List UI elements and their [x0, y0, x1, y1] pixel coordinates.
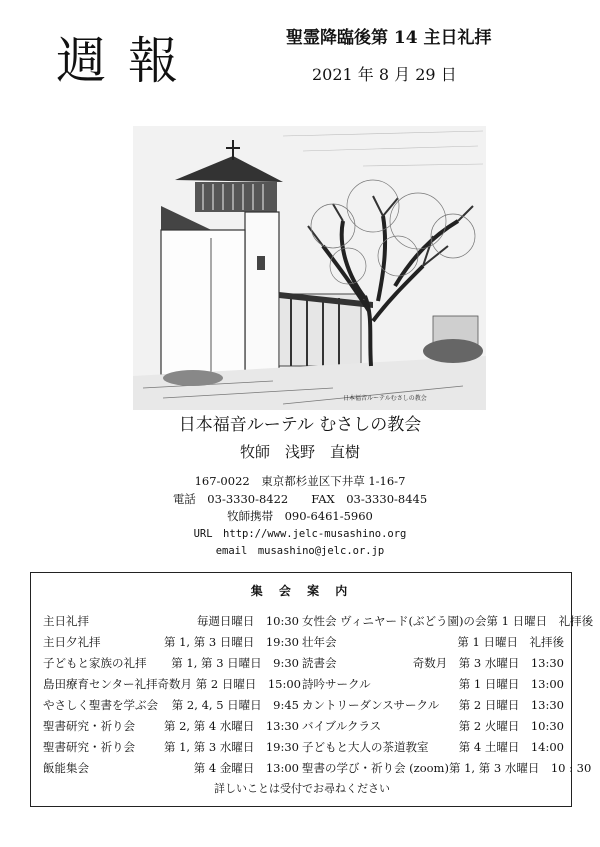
meeting-name: 壮年会 — [302, 635, 337, 650]
list-item — [302, 657, 564, 671]
meeting-time: 第 4 金曜日 13:00 — [193, 761, 299, 776]
meeting-name: 主日夕礼拝 — [43, 635, 101, 650]
website-url[interactable]: URL http://www.jelc-musashino.org — [193, 528, 407, 540]
meeting-name: 主日礼拝 — [43, 614, 89, 629]
meeting-name: カントリーダンスサークル — [302, 698, 440, 713]
list-item — [43, 762, 299, 776]
list-item — [43, 657, 299, 671]
meeting-name: 読書会 — [302, 656, 337, 671]
list-item — [43, 699, 299, 713]
list-item — [302, 720, 564, 734]
meeting-time: 第 4 土曜日 14:00 — [458, 740, 564, 755]
church-sketch-icon — [133, 126, 486, 410]
meeting-name: 島田療育センター礼拝 — [43, 677, 158, 692]
church-address: 167-0022 東京都杉並区下井草 1-16-7 — [194, 474, 406, 488]
list-item — [302, 678, 564, 692]
meeting-name: バイブルクラス — [302, 719, 382, 734]
service-date: 2021 年 8 月 29 日 — [312, 65, 457, 84]
list-item — [43, 741, 299, 755]
meeting-time: 第 1, 第 3 水曜日 10 : 30 — [448, 761, 592, 776]
meeting-name: 飯能集会 — [43, 761, 89, 776]
meeting-name: 子どもと大人の茶道教室 — [302, 740, 429, 755]
email-address[interactable]: email musashino@jelc.or.jp — [215, 545, 385, 557]
meeting-time: 毎週日曜日 10:30 — [196, 614, 299, 629]
meeting-name: やさしく聖書を学ぶ会 — [43, 698, 158, 713]
meeting-time: 第 1, 第 3 日曜日 19:30 — [163, 635, 299, 650]
meeting-time: 第 2, 4, 5 日曜日 9:45 — [171, 698, 299, 713]
church-sketch — [133, 126, 486, 410]
church-name: 日本福音ルーテル むさしの教会 — [178, 415, 422, 435]
meeting-name: 女性会 ヴィニヤード(ぶどう園)の会 — [302, 614, 487, 629]
sketch-caption: 日本福音ルーテルむさしの教会 — [343, 395, 427, 402]
meeting-time: 奇数月 第 3 水曜日 13:30 — [412, 656, 564, 671]
list-item — [302, 614, 594, 629]
meetings-box — [30, 572, 594, 807]
list-item — [43, 720, 299, 734]
meeting-time: 第 2 火曜日 10:30 — [458, 719, 564, 734]
list-item — [43, 678, 299, 692]
list-item — [302, 761, 592, 776]
pastor-mobile: 牧師携帯 090-6461-5960 — [227, 509, 373, 523]
meeting-name: 聖書研究・祈り会 — [43, 719, 135, 734]
meetings-title: 集 会 案 内 — [250, 584, 354, 598]
list-item — [302, 699, 564, 713]
inquiry-note: 詳しいことは受付でお尋ねください — [214, 782, 390, 795]
meeting-time: 第 1 日曜日 礼拝後 — [457, 635, 564, 650]
phone-fax: 電話 03-3330-8422 FAX 03-3330-8445 — [172, 492, 428, 506]
list-item — [302, 636, 564, 650]
meeting-time: 第 1, 第 3 日曜日 9:30 — [171, 656, 299, 671]
meeting-time: 第 1 日曜日 礼拝後 — [486, 614, 594, 629]
list-item — [302, 741, 564, 755]
bulletin-title: 週報 — [56, 32, 200, 90]
meeting-time: 第 1 日曜日 13:00 — [458, 677, 564, 692]
list-item — [43, 636, 299, 650]
meeting-name: 聖書研究・祈り会 — [43, 740, 135, 755]
list-item — [43, 615, 299, 629]
meeting-time: 第 2 日曜日 13:30 — [458, 698, 564, 713]
meeting-name: 詩吟サークル — [302, 677, 371, 692]
meeting-time: 第 1, 第 3 水曜日 19:30 — [163, 740, 299, 755]
service-name: 聖霊降臨後第 14 主日礼拝 — [286, 28, 492, 48]
pastor-name: 牧師 浅野 直樹 — [239, 443, 360, 461]
meeting-time: 奇数月 第 2 日曜日 15:00 — [157, 677, 301, 692]
meeting-name: 子どもと家族の礼拝 — [43, 656, 147, 671]
meeting-name: 聖書の学び・祈り会 (zoom) — [302, 761, 449, 776]
meeting-time: 第 2, 第 4 水曜日 13:30 — [163, 719, 299, 734]
